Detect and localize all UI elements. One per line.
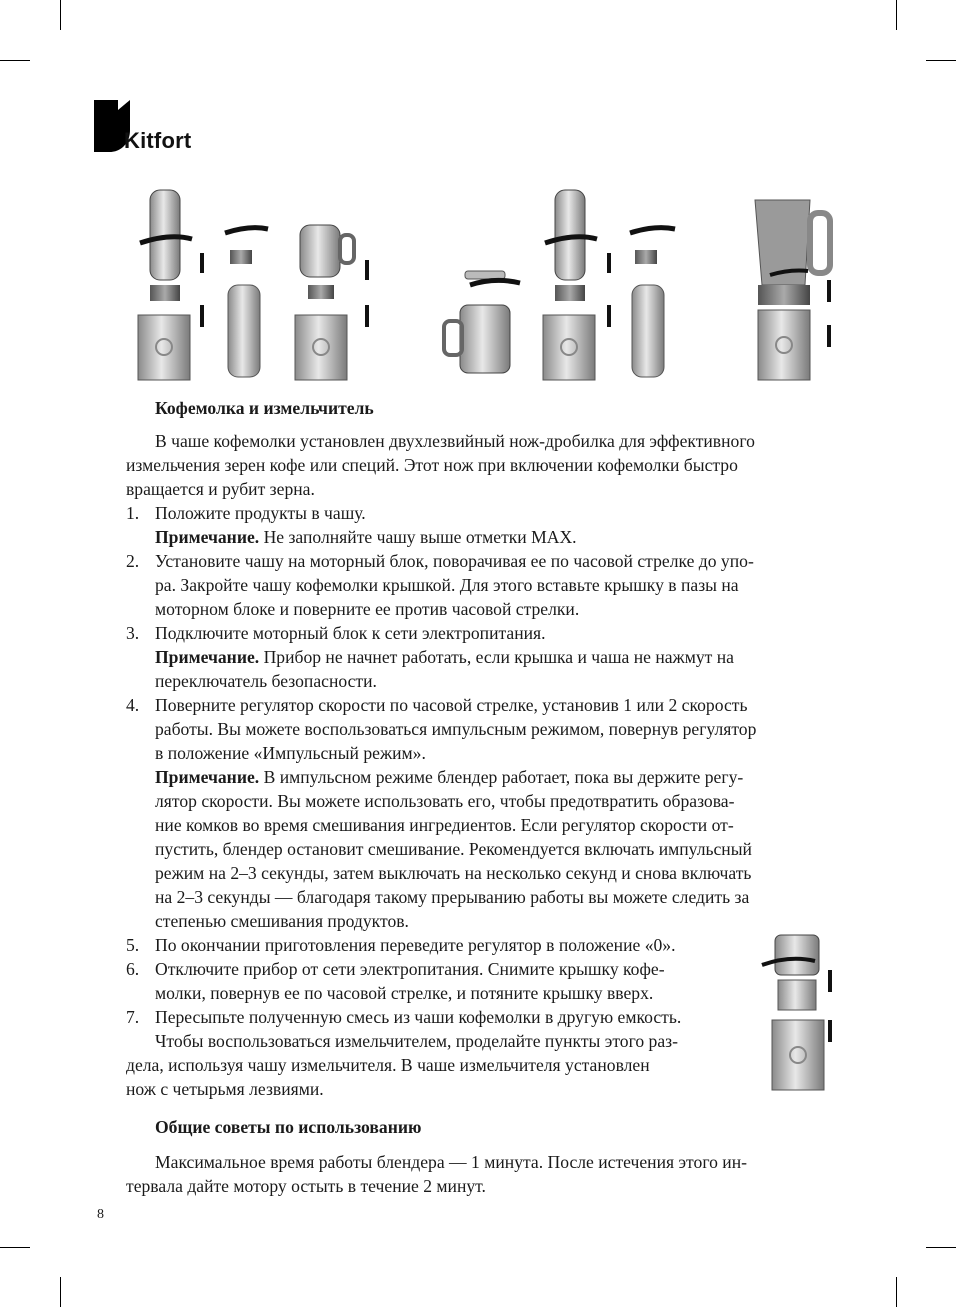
- list-item: в положение «Импульсный режим».: [155, 743, 426, 763]
- paragraph-line: вращается и рубит зерна.: [126, 479, 315, 499]
- list-item: Поверните регулятор скорости по часовой стрелке, установив 1 или 2 скорость: [155, 695, 748, 715]
- note-text: Прибор не начнет работать, если крышка и чаша не нажмут на: [259, 647, 734, 667]
- note: [155, 765, 743, 789]
- note-label: Примечание.: [155, 527, 260, 547]
- list-number: 4.: [126, 695, 140, 715]
- note-text: режим на 2–3 секунды, затем выключать на несколько секунд и снова включать: [155, 863, 752, 883]
- crop-mark: [896, 0, 897, 30]
- list-item: Положите продукты в чашу.: [155, 503, 366, 523]
- note-label: Примечание.: [155, 647, 260, 667]
- grinder-lid-illustration: [760, 925, 850, 1095]
- paragraph-line: В чаше кофемолки установлен двухлезвийный нож-дробилка для эффективного: [155, 431, 755, 451]
- paragraph-line: измельчения зерен кофе или специй. Этот нож при включении кофемолки быстро: [126, 455, 738, 475]
- note-label: Примечание.: [155, 767, 260, 787]
- paragraph-line: Чтобы воспользоваться измельчителем, проделайте пункты этого раз-: [155, 1031, 678, 1051]
- list-number: 1.: [126, 503, 140, 523]
- note-text: лятор скорости. Вы можете использовать его, чтобы предотвратить образова-: [155, 791, 735, 811]
- note-text: пустить, блендер остановит смешивание. Рекомендуется включать импульсный: [155, 839, 752, 859]
- note-text: В импульсном режиме блендер работает, пока вы держите регу-: [259, 767, 744, 787]
- list-number: 3.: [126, 623, 140, 643]
- note-text: Не заполняйте чашу выше отметки MAX.: [259, 527, 577, 547]
- list-item: моторном блоке и поверните ее против часовой стрелки.: [155, 599, 580, 619]
- paragraph-line: дела, используя чашу измельчителя. В чаше измельчителя установлен: [126, 1055, 650, 1075]
- list-item: Подключите моторный блок к сети электропитания.: [155, 623, 546, 643]
- list-item: Установите чашу на моторный блок, поворачивая ее по часовой стрелке до упо-: [155, 551, 754, 571]
- list-item: Пересыпьте полученную смесь из чаши кофемолки в другую емкость.: [155, 1007, 682, 1027]
- paragraph-line: тервала дайте мотору остыть в течение 2 минут.: [126, 1176, 486, 1196]
- list-number: 6.: [126, 959, 140, 979]
- assembly-illustrations: [130, 185, 850, 385]
- crop-mark: [0, 1247, 30, 1248]
- paragraph-line: нож с четырьмя лезвиями.: [126, 1079, 324, 1099]
- list-number: 7.: [126, 1007, 140, 1027]
- brand-name: Kitfort: [124, 128, 192, 153]
- list-item: Отключите прибор от сети электропитания. Снимите крышку кофе-: [155, 959, 665, 979]
- crop-mark: [0, 60, 30, 61]
- crop-mark: [896, 1277, 897, 1307]
- crop-mark: [926, 60, 956, 61]
- note-text: ние комков во время смешивания ингредиентов. Если регулятор скорости от-: [155, 815, 734, 835]
- section-heading: Кофемолка и измельчитель: [155, 398, 374, 418]
- list-item: молки, повернув ее по часовой стрелке, и потяните крышку вверх.: [155, 983, 654, 1003]
- note-text: степенью смешивания продуктов.: [155, 911, 409, 931]
- section-heading: Общие советы по использованию: [155, 1117, 422, 1137]
- crop-mark: [60, 1277, 61, 1307]
- note-text: на 2–3 секунды — благодаря такому прерыванию работы вы можете следить за: [155, 887, 750, 907]
- list-number: 5.: [126, 935, 140, 955]
- crop-mark: [926, 1247, 956, 1248]
- note-text: переключатель безопасности.: [155, 671, 377, 691]
- paragraph-line: Максимальное время работы блендера — 1 минута. После истечения этого ин-: [155, 1152, 747, 1172]
- crop-mark: [60, 0, 61, 30]
- list-number: 2.: [126, 551, 140, 571]
- list-item: ра. Закройте чашу кофемолки крышкой. Для этого вставьте крышку в пазы на: [155, 575, 739, 595]
- list-item: По окончании приготовления переведите регулятор в положение «0».: [155, 935, 676, 955]
- page-number: 8: [97, 1207, 104, 1222]
- list-item: работы. Вы можете воспользоваться импульсным режимом, повернув регулятор: [155, 719, 757, 739]
- note: [155, 525, 577, 549]
- note: [155, 645, 734, 669]
